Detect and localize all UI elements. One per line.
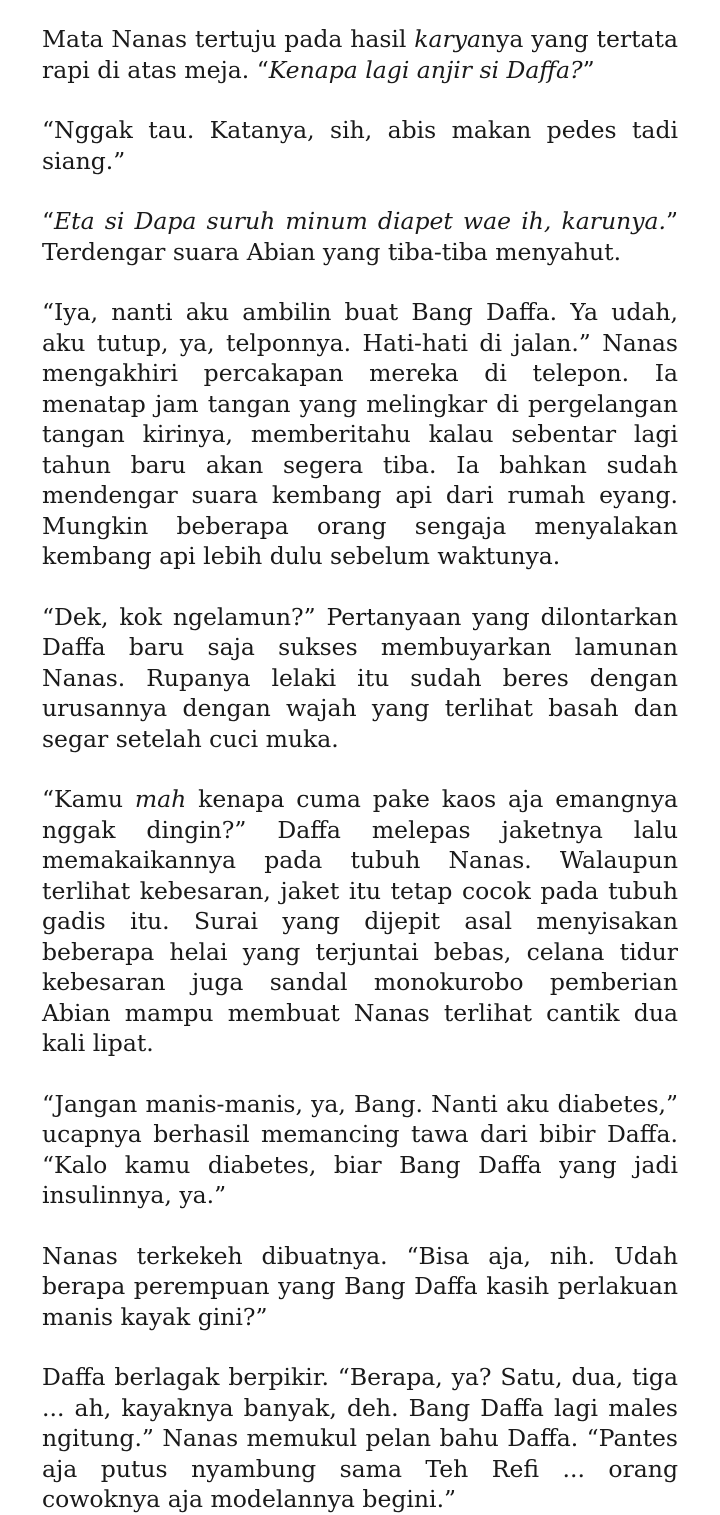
text-run: Mata Nanas tertuju pada hasil: [42, 25, 415, 53]
paragraph-3: [42, 206, 678, 267]
paragraph-7: [42, 1089, 678, 1211]
text-run: kenapa cuma pake kaos aja emangnya nggak dingin?” Daffa melepas jaketnya lalu memakaikannya pada tubuh Nanas. Walaupun terlihat kebesaran, jaket itu tetap cocok pada tubuh gadis itu. Surai yang dijepit asal menyisakan beberapa helai yang terjuntai bebas, celana tidur kebesaran juga sandal monokurobo pemberian Abian mampu membuat Nanas terlihat cantik dua kali lipat.: [42, 785, 678, 1057]
italic-text-run: Eta si Dapa suruh minum diapet wae ih, karunya.: [54, 207, 666, 235]
italic-text-run: mah: [134, 785, 187, 813]
text-run: Nanas terkekeh dibuatnya. “Bisa aja, nih. Udah berapa perempuan yang Bang Daffa kasih perlakuan manis kayak gini?”: [42, 1241, 678, 1331]
text-run: “Jangan manis-manis, ya, Bang. Nanti aku diabetes,” ucapnya berhasil memancing tawa dari bibir Daffa. “Kalo kamu diabetes, biar Bang Daffa yang jadi insulinnya, ya.”: [42, 1089, 678, 1209]
paragraph-8: [42, 1241, 678, 1333]
text-run: “Kamu: [42, 785, 135, 813]
paragraph-5: [42, 602, 678, 755]
paragraph-6: [42, 784, 678, 1059]
paragraph-1: [42, 24, 678, 85]
text-run: Daffa berlagak berpikir. “Berapa, ya? Satu, dua, tiga ... ah, kayaknya banyak, deh. Bang Daffa lagi males ngitung.” Nanas memukul pelan bahu Daffa. “Pantes aja putus nyambung sama Teh Refi ... orang cowoknya aja modelannya begini.”: [42, 1363, 678, 1513]
text-run: ”: [582, 55, 595, 84]
paragraph-9: [42, 1362, 678, 1515]
paragraph-4: [42, 297, 678, 572]
document-page: [42, 24, 678, 1515]
text-run: “Nggak tau. Katanya, sih, abis makan pedes tadi siang.”: [42, 116, 678, 175]
text-run: “Iya, nanti aku ambilin buat Bang Daffa. Ya udah, aku tutup, ya, telponnya. Hati-hati di jalan.” Nanas mengakhiri percakapan mereka di telepon. Ia menatap jam tangan yang melingkar di pergelangan tangan kirinya, memberitahu kalau sebentar lagi tahun baru akan segera tiba. Ia bahkan sudah mendengar suara kembang api dari rumah eyang. Mungkin beberapa orang sengaja menyalakan kembang api lebih dulu sebelum waktunya.: [42, 298, 678, 570]
italic-text-run: Kenapa lagi anjir si Daffa?: [268, 55, 583, 84]
text-run: “: [42, 207, 55, 235]
paragraph-2: [42, 115, 678, 176]
text-run: ” Terdengar suara Abian yang tiba-tiba menyahut.: [42, 207, 678, 266]
text-run: “Dek, kok ngelamun?” Pertanyaan yang dilontarkan Daffa baru saja sukses membuyarkan lamunan Nanas. Rupanya lelaki itu sudah beres dengan urusannya dengan wajah yang terlihat basah dan segar setelah cuci muka.: [42, 602, 678, 753]
text-run: nya yang tertata rapi di atas meja. “: [42, 25, 678, 84]
italic-text-run: karya: [414, 25, 482, 53]
